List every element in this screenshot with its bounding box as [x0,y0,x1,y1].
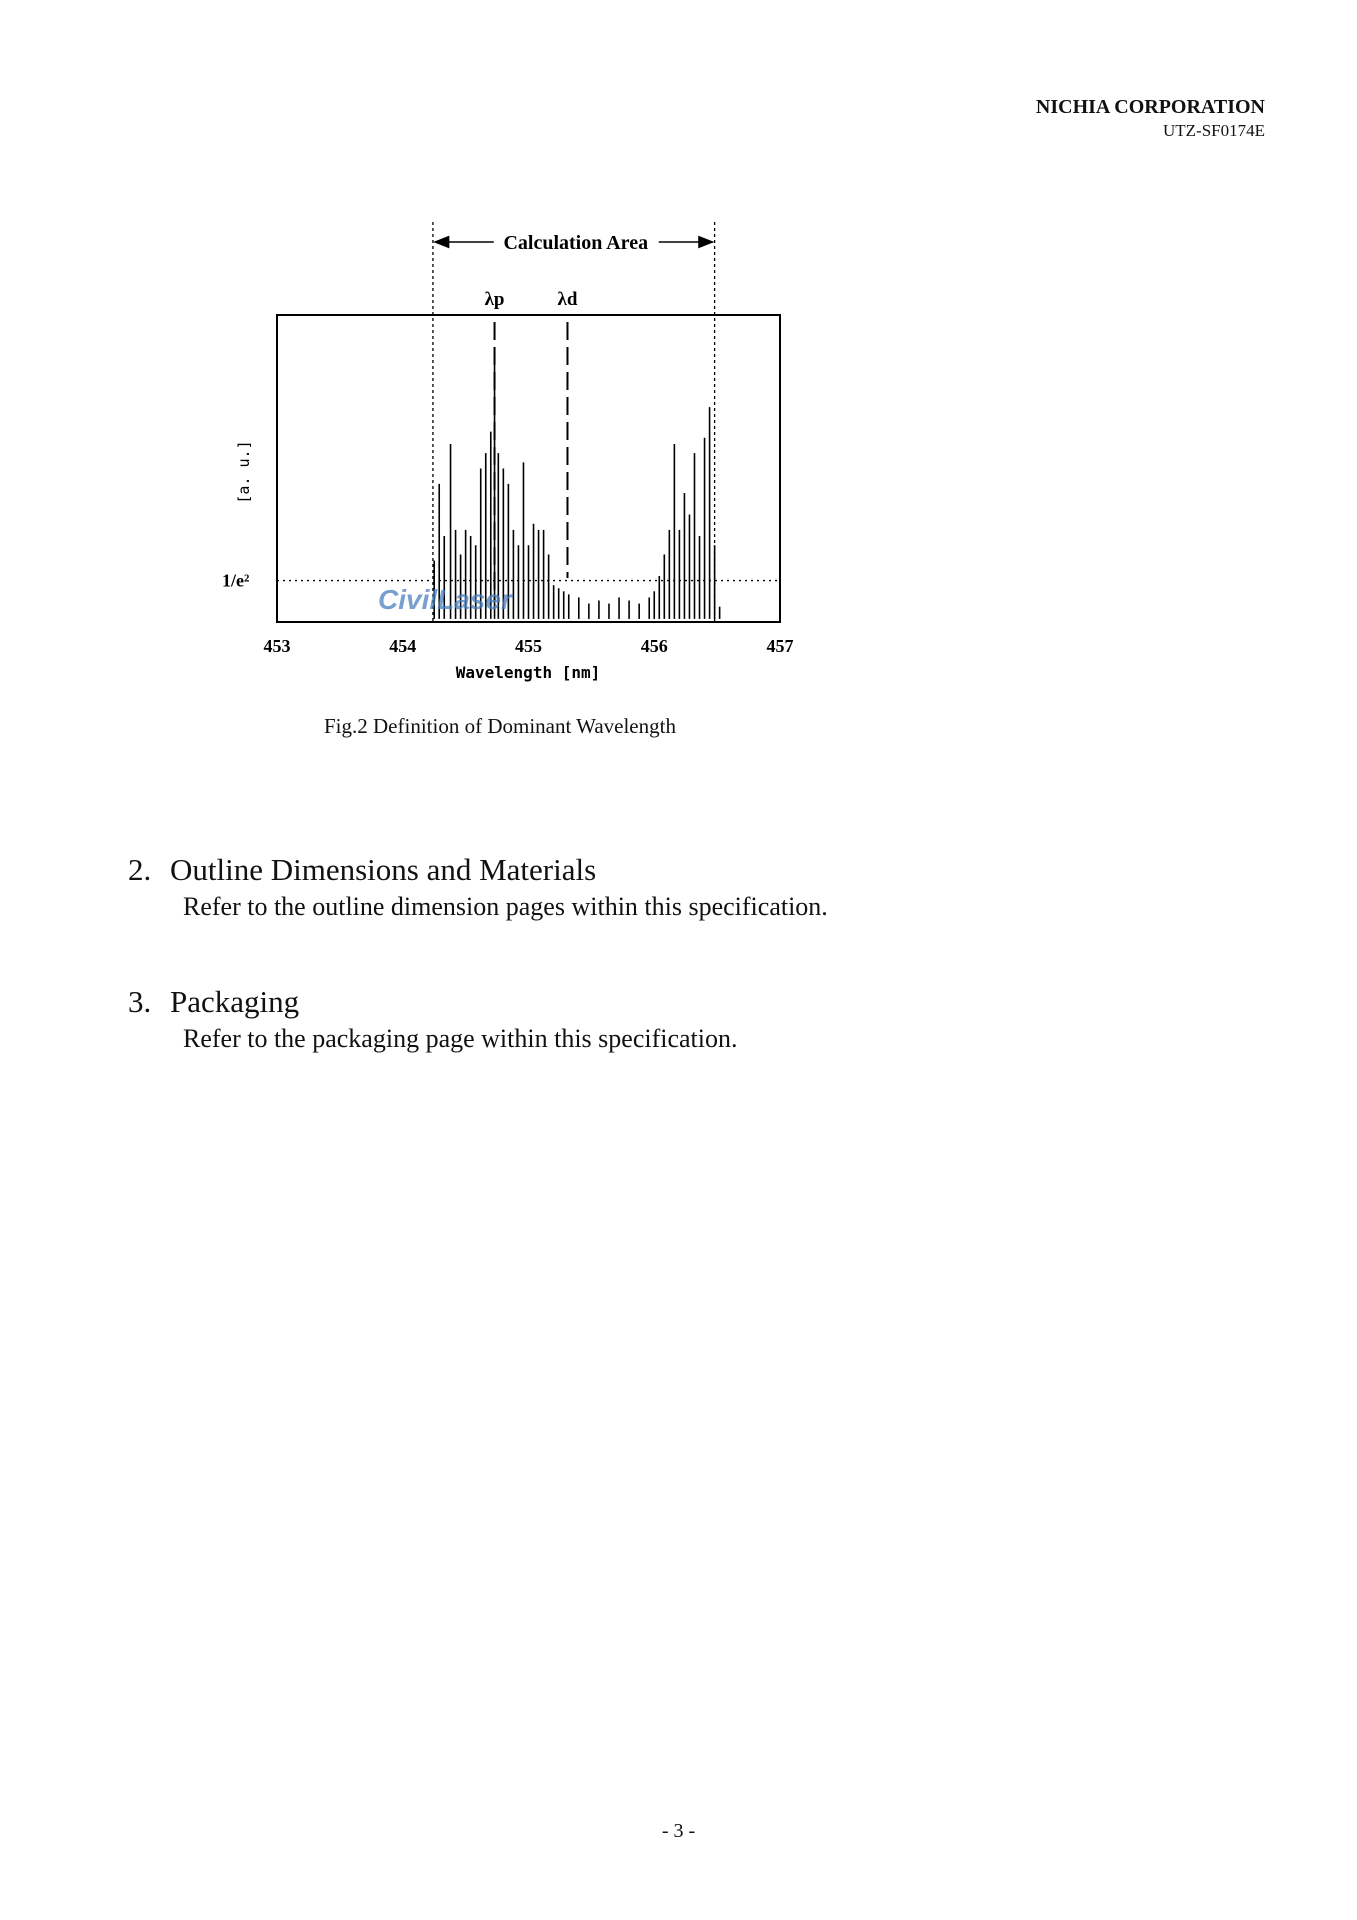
section-3-heading [128,984,299,1020]
page-number: - 3 - [661,1820,696,1842]
company-name: NICHIA CORPORATION [1035,96,1265,118]
y-axis-label: [a. u.] [235,440,253,504]
watermark-logo: CivilLaser [378,584,512,615]
x-tick-label: 457 [766,636,794,656]
spectrum-lines [434,352,719,619]
dominant-wavelength-figure [0,0,1357,760]
x-tick-label: 456 [640,636,668,656]
document-id: UTZ-SF0174E [1163,121,1265,140]
threshold-label: 1/e² [222,570,250,591]
section-3-title: Packaging [170,984,300,1019]
x-axis-ticks [264,636,794,656]
x-tick-label: 455 [515,636,542,656]
section-3-body: Refer to the packaging page within this specification. [183,1024,738,1053]
x-tick-label: 453 [263,636,291,656]
lambda-p-label: λp [484,289,505,310]
x-axis-label: Wavelength [nm] [455,663,601,682]
calc-area-label: Calculation Area [503,232,649,254]
section-2-body: Refer to the outline dimension pages within this specification. [183,892,828,921]
section-2-title: Outline Dimensions and Materials [170,852,597,887]
figure-caption: Fig.2 Definition of Dominant Wavelength [324,714,676,738]
section-2-number: 2. [128,852,152,887]
lambda-d-label: λd [557,289,578,310]
x-tick-label: 454 [389,636,417,656]
section-3-number: 3. [128,984,152,1019]
section-2-heading [128,852,596,888]
